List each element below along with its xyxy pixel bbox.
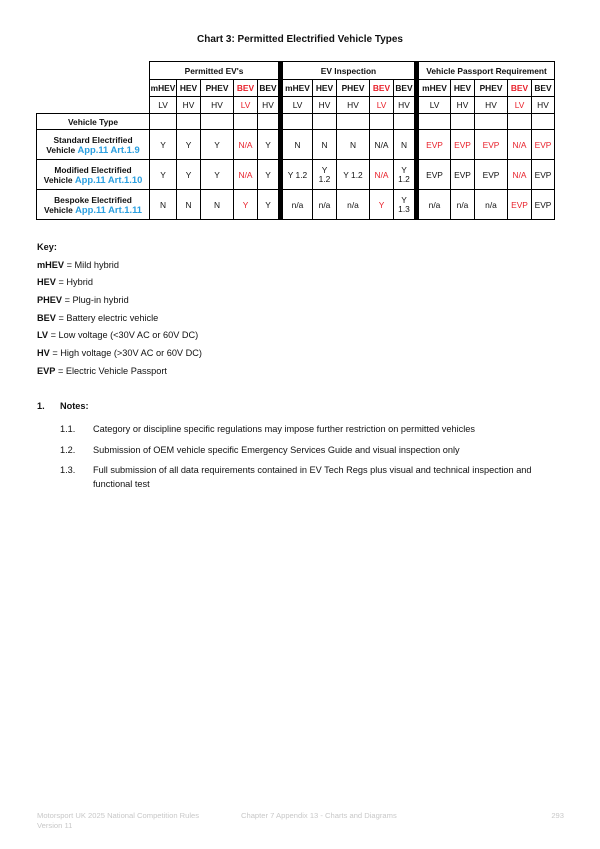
- cell-value: Y: [185, 139, 192, 150]
- notes-heading: [37, 401, 567, 416]
- table-cell: [201, 160, 234, 190]
- table-cell: [234, 130, 258, 160]
- empty-cell: [532, 114, 555, 130]
- column-header-bev: BEV: [394, 80, 417, 97]
- column-header-phev: PHEV: [475, 80, 508, 97]
- cell-value: n/a: [291, 199, 304, 210]
- appendix-reference-link[interactable]: App.11 Art.1.10: [74, 173, 143, 185]
- empty-cell: [337, 114, 370, 130]
- vehicle-type-cell: [37, 190, 150, 220]
- key-item: [37, 327, 202, 345]
- cell-value: EVP: [511, 199, 528, 210]
- key-definition: = Mild hybrid: [64, 259, 119, 270]
- notes-number: 1.: [37, 401, 45, 411]
- voltage-lv: LV: [370, 97, 394, 114]
- empty-cell: [177, 114, 201, 130]
- key-term: LV: [37, 330, 49, 341]
- cell-value: EVP: [534, 169, 552, 180]
- cell-value: n/a: [456, 199, 469, 210]
- cell-value: EVP: [426, 169, 443, 180]
- table-cell: [337, 130, 370, 160]
- table-cell: [417, 160, 451, 190]
- table-cell: [508, 160, 532, 190]
- voltage-lv: LV: [508, 97, 532, 114]
- cell-value: Y: [160, 169, 166, 180]
- column-header-mhev: mHEV: [281, 80, 313, 97]
- cell-value: EVP: [482, 139, 500, 150]
- empty-cell: [258, 114, 281, 130]
- table-cell: [475, 160, 508, 190]
- table-cell: [150, 130, 177, 160]
- cell-value: N: [294, 139, 301, 150]
- table-cell: [177, 130, 201, 160]
- empty-cell: [394, 114, 417, 130]
- empty-cell: [150, 114, 177, 130]
- group-ev-inspection: EV Inspection: [281, 62, 417, 80]
- cell-value: n/a: [347, 199, 359, 210]
- key-definition: = Hybrid: [55, 277, 93, 288]
- cell-value: Y: [242, 199, 249, 210]
- vehicle-type-cell: [37, 160, 150, 190]
- note-item: [37, 423, 567, 437]
- empty-cell: [370, 114, 394, 130]
- vehicle-type-row: [37, 114, 555, 130]
- key-term: mHEV: [37, 259, 65, 270]
- vehicle-type-name: Modified Electrified: [54, 164, 132, 175]
- table-cell: [370, 160, 394, 190]
- empty-cell: [281, 114, 313, 130]
- cell-value: EVP: [534, 199, 552, 210]
- empty-cell: [508, 114, 532, 130]
- cell-value: N/A: [512, 169, 527, 180]
- empty-cell: [313, 114, 337, 130]
- note-item: [37, 464, 567, 491]
- note-text: Submission of OEM vehicle specific Emergency Services Guide and visual inspection only: [93, 444, 460, 455]
- footer-page-number: 293: [551, 811, 564, 820]
- key-item: [37, 257, 202, 275]
- cell-value: Y: [214, 139, 220, 150]
- blank-cell: [37, 80, 150, 97]
- cell-value: N: [400, 139, 408, 150]
- column-header-hev: HEV: [313, 80, 337, 97]
- table-cell: [281, 160, 313, 190]
- vehicle-type-label: Vehicle Type: [37, 114, 150, 130]
- table-cell: [532, 190, 555, 220]
- column-header-mhev: mHEV: [417, 80, 451, 97]
- vehicle-type-cell: [37, 130, 150, 160]
- table-cell: [451, 160, 475, 190]
- note-number: 1.2.: [60, 444, 76, 455]
- cell-value: Y: [185, 169, 192, 180]
- empty-cell: [234, 114, 258, 130]
- table-cell: [234, 160, 258, 190]
- note-item: [37, 444, 567, 458]
- group-header-row: [37, 62, 555, 80]
- appendix-reference-link[interactable]: App.11 Art.1.11: [75, 203, 143, 215]
- voltage-lv: LV: [234, 97, 258, 114]
- cell-value: N/A: [238, 169, 253, 180]
- key-definition: = Electric Vehicle Passport: [55, 365, 167, 376]
- cell-value: Y: [265, 169, 271, 180]
- table-cell: [417, 190, 451, 220]
- empty-cell: [201, 114, 234, 130]
- chart-title: Chart 3: Permitted Electrified Vehicle Types: [197, 34, 403, 45]
- voltage-row: [37, 97, 555, 114]
- key-item: [37, 274, 202, 292]
- key-definition: = Plug-in hybrid: [62, 295, 129, 306]
- key-term: HV: [37, 348, 50, 359]
- table-cell: [258, 160, 281, 190]
- notes-section: [37, 401, 567, 491]
- table-cell: [201, 130, 234, 160]
- note-text: Category or discipline specific regulations may impose further restriction on permitted vehicles: [93, 424, 475, 434]
- cell-value: N/A: [374, 169, 389, 180]
- key-item: [37, 363, 202, 381]
- note-number: 1.1.: [60, 424, 76, 434]
- cell-value: n/a: [428, 199, 441, 210]
- vehicle-type-name: Standard Electrified: [53, 134, 133, 145]
- note-text: Full submission of all data requirements contained in EV Tech Regs plus visual and technical inspection and functional test: [93, 465, 532, 489]
- table-cell: [475, 130, 508, 160]
- table-cell: [451, 190, 475, 220]
- cell-value: Y: [214, 169, 220, 180]
- voltage-hv: HV: [451, 97, 475, 114]
- footer-chapter: Chapter 7 Appendix 13 - Charts and Diagrams: [241, 811, 397, 820]
- key-definition: = High voltage (>30V AC or 60V DC): [49, 348, 202, 359]
- table-cell: [258, 190, 281, 220]
- cell-value: Y 1.2: [287, 169, 308, 180]
- table-cell: [313, 190, 337, 220]
- table-cell: [508, 190, 532, 220]
- cell-value: EVP: [454, 139, 471, 150]
- voltage-hv: HV: [337, 97, 370, 114]
- voltage-hv: HV: [177, 97, 201, 114]
- table-cell: [150, 160, 177, 190]
- appendix-reference-link[interactable]: App.11 Art.1.9: [77, 143, 140, 155]
- column-header-mhev: mHEV: [150, 80, 177, 97]
- vehicle-type-name: Bespoke Electrified: [54, 194, 132, 205]
- table-cell: [451, 130, 475, 160]
- table-cell: [532, 130, 555, 160]
- table-cell: [234, 190, 258, 220]
- table-cell: [281, 190, 313, 220]
- column-header-bev: BEV: [370, 80, 394, 97]
- footer-version: Version 11: [37, 821, 73, 830]
- voltage-lv: LV: [150, 97, 177, 114]
- table-cell: [337, 190, 370, 220]
- empty-cell: [475, 114, 508, 130]
- vehicle-type-name-2: Vehicle: [46, 144, 76, 155]
- table-cell: [177, 190, 201, 220]
- cell-value: N: [185, 199, 192, 210]
- column-header-hev: HEV: [177, 80, 201, 97]
- cell-value: N/A: [238, 139, 253, 150]
- vehicle-type-name-2: Vehicle: [43, 204, 73, 215]
- voltage-hv: HV: [475, 97, 508, 114]
- table-cell: [508, 130, 532, 160]
- voltage-lv: LV: [281, 97, 313, 114]
- key-definition: = Low voltage (<30V AC or 60V DC): [48, 330, 199, 341]
- cell-value: EVP: [454, 169, 471, 180]
- voltage-hv: HV: [201, 97, 234, 114]
- cell-value: Y 1.3: [398, 194, 410, 214]
- column-header-bev: BEV: [508, 80, 532, 97]
- column-header-phev: PHEV: [337, 80, 370, 97]
- cell-value: Y 1.2: [398, 164, 410, 184]
- table-cell: [258, 130, 281, 160]
- key-term: BEV: [37, 312, 56, 323]
- group-permitted-evs: Permitted EV's: [150, 62, 281, 80]
- key-section: [37, 239, 202, 376]
- table-cell: [532, 160, 555, 190]
- table-cell: [394, 190, 417, 220]
- cell-value: Y: [265, 139, 271, 150]
- voltage-lv: LV: [417, 97, 451, 114]
- key-term: EVP: [37, 365, 56, 376]
- cell-value: N: [321, 139, 328, 150]
- column-header-bev: BEV: [234, 80, 258, 97]
- cell-value: n/a: [485, 199, 497, 210]
- sub-header-row: [37, 80, 555, 97]
- table-cell: [475, 190, 508, 220]
- key-definition: = Battery electric vehicle: [55, 312, 159, 323]
- cell-value: n/a: [318, 199, 331, 210]
- column-header-bev: BEV: [532, 80, 555, 97]
- column-header-bev: BEV: [258, 80, 281, 97]
- group-vehicle-passport: Vehicle Passport Requirement: [417, 62, 555, 80]
- key-item: [37, 292, 202, 310]
- cell-value: EVP: [482, 169, 500, 180]
- page-footer: [37, 811, 564, 831]
- blank-cell: [37, 97, 150, 114]
- key-term: HEV: [37, 277, 56, 288]
- table-row: [37, 190, 555, 220]
- voltage-hv: HV: [258, 97, 281, 114]
- table-cell: [201, 190, 234, 220]
- table-cell: [394, 160, 417, 190]
- cell-value: N: [349, 139, 357, 150]
- cell-value: Y: [160, 139, 166, 150]
- notes-title: Notes:: [60, 401, 89, 411]
- table-cell: [281, 130, 313, 160]
- table-cell: [177, 160, 201, 190]
- table-cell: [370, 190, 394, 220]
- permitted-vehicle-table: [36, 61, 555, 220]
- key-item: [37, 345, 202, 363]
- table-cell: [150, 190, 177, 220]
- table-cell: [370, 130, 394, 160]
- voltage-hv: HV: [394, 97, 417, 114]
- table-cell: [394, 130, 417, 160]
- empty-cell: [451, 114, 475, 130]
- cell-value: Y 1.2: [318, 164, 331, 184]
- column-header-hev: HEV: [451, 80, 475, 97]
- key-term: PHEV: [37, 295, 63, 306]
- column-header-phev: PHEV: [201, 80, 234, 97]
- cell-value: Y: [378, 199, 385, 210]
- voltage-hv: HV: [532, 97, 555, 114]
- table-row: [37, 160, 555, 190]
- cell-value: EVP: [426, 139, 443, 150]
- cell-value: N/A: [512, 139, 527, 150]
- note-number: 1.3.: [60, 465, 76, 475]
- table-cell: [337, 160, 370, 190]
- blank-cell: [37, 62, 150, 80]
- cell-value: N: [213, 199, 221, 210]
- cell-value: N: [159, 199, 167, 210]
- table-cell: [417, 130, 451, 160]
- vehicle-type-name-2: Vehicle: [43, 174, 73, 185]
- key-item: [37, 310, 202, 328]
- empty-cell: [417, 114, 451, 130]
- key-heading: Key:: [37, 242, 57, 252]
- voltage-hv: HV: [313, 97, 337, 114]
- cell-value: Y: [265, 199, 271, 210]
- table-cell: [313, 160, 337, 190]
- table-row: [37, 130, 555, 160]
- cell-value: N/A: [374, 139, 389, 150]
- cell-value: Y 1.2: [343, 169, 363, 180]
- cell-value: EVP: [534, 139, 552, 150]
- table-cell: [313, 130, 337, 160]
- footer-rules-title: Motorsport UK 2025 National Competition Rules: [37, 811, 200, 820]
